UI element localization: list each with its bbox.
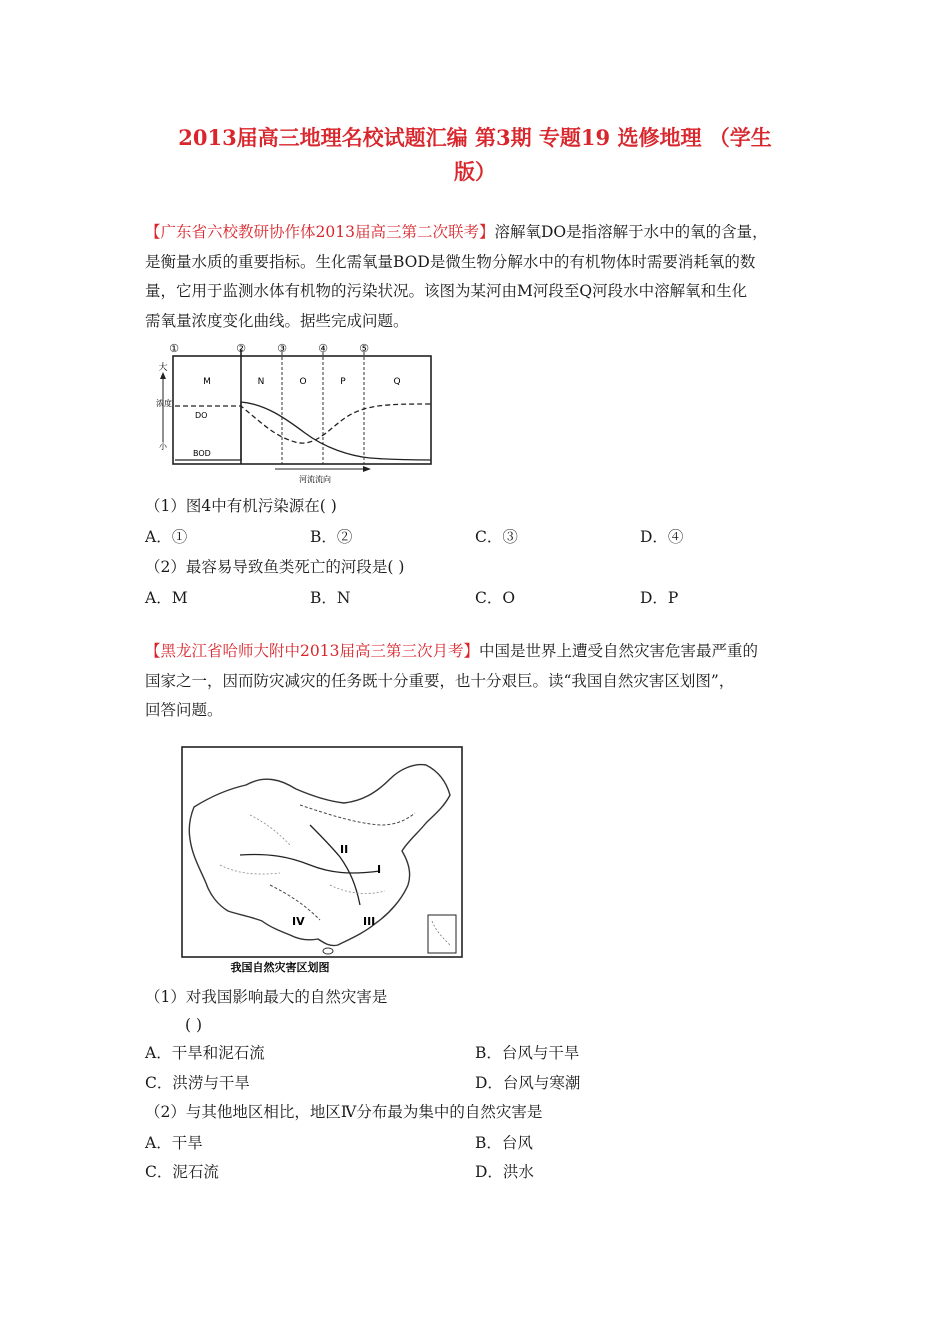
do-curve (175, 404, 431, 443)
region-label-II: II (340, 843, 349, 856)
page-title-line-1: 2013届高三地理名校试题汇编 第3期 专题19 选修地理 （学生 (178, 125, 772, 150)
section1-q2-option-b: B．N (310, 589, 351, 607)
section1-q2-stem: （2）最容易导致鱼类死亡的河段是( ) (145, 558, 405, 576)
section1-intro-line-3: 量，它用于监测水体有机物的污染状况。该图为某河由M河段至Q河段水中溶解氧和生化 (145, 282, 748, 300)
section2-q2-option-b: B．台风 (475, 1134, 533, 1152)
marker-5: ⑤ (359, 342, 369, 355)
segment-label-N: N (257, 377, 265, 387)
section1-intro-line-4: 需氧量浓度变化曲线。据些完成问题。 (145, 311, 409, 330)
figure-frame (173, 356, 431, 464)
section2-intro-line-3: 回答问题。 (145, 701, 223, 719)
section2-q2-option-a: A．干旱 (145, 1134, 203, 1152)
section1-q2-option-c: C．O (475, 589, 516, 607)
marker-4: ④ (318, 342, 328, 355)
region-label-III: III (363, 915, 376, 928)
segment-label-O: O (299, 377, 307, 387)
section1-q1-option-a: A．① (145, 528, 188, 546)
map-caption: 我国自然灾害区划图 (230, 961, 330, 974)
flow-arrow-head (363, 466, 371, 472)
section2-q2-option-d: D．洪水 (475, 1163, 534, 1181)
section2-q2-stem: （2）与其他地区相比，地区Ⅳ分布最为集中的自然灾害是 (145, 1103, 543, 1121)
section2-q1-option-d: D．台风与寒潮 (475, 1074, 581, 1092)
y-axis-bottom-label: 小 (159, 442, 167, 451)
page-title-line-2: 版） (454, 159, 496, 184)
china-hazard-map (180, 745, 465, 977)
y-axis-label: 浓度 (156, 399, 172, 408)
section1-q1-option-b: B．② (310, 528, 353, 546)
section1-intro-line-2: 是衡量水质的重要指标。生化需氧量BOD是微生物分解水中的有机物体时需要消耗氧的数 (145, 252, 756, 271)
section1-q1-stem: （1）图4中有机污染源在( ) (145, 497, 337, 515)
section1-intro (145, 218, 810, 336)
section2-intro-line-2: 国家之一，因而防灾减灾的任务既十分重要，也十分艰巨。读“我国自然灾害区划图”， (145, 671, 735, 690)
flow-label: 河流流向 (299, 475, 331, 484)
map-frame (182, 747, 462, 957)
marker-2: ② (236, 342, 246, 355)
section2-q1-blank: ( ) (185, 1016, 203, 1034)
section2-q2-option-c: C．泥石流 (145, 1163, 219, 1181)
section2-q1-option-c: C．洪涝与干旱 (145, 1074, 250, 1092)
section2-intro (145, 637, 810, 726)
bod-label: BOD (193, 449, 211, 458)
segment-label-Q: Q (393, 377, 401, 387)
section1-q1-option-c: C．③ (475, 528, 518, 546)
section1-q2-option-a: A．M (145, 589, 188, 607)
marker-3: ③ (277, 342, 287, 355)
section1-intro-line-1: 溶解氧DO是指溶解于水中的氧的含量， (494, 223, 768, 241)
segment-label-P: P (340, 377, 346, 387)
section2-q1-option-b: B．台风与干旱 (475, 1044, 580, 1062)
section2-q1-option-a: A．干旱和泥石流 (145, 1044, 265, 1062)
segment-label-M: M (203, 377, 211, 387)
bod-curve (175, 402, 431, 460)
region-label-IV: IV (292, 915, 305, 928)
section2-q1-stem: （1）对我国影响最大的自然灾害是 (145, 988, 388, 1006)
y-axis-arrow (160, 372, 166, 379)
section1-source: 【广东省六校教研协作体2013届高三第二次联考】 (145, 223, 495, 241)
section1-q1-option-d: D．④ (640, 528, 684, 546)
section2-source: 【黑龙江省哈师大附中2013届高三第三次月考】 (145, 642, 479, 660)
region-label-I: I (377, 863, 382, 876)
do-bod-figure (155, 338, 445, 488)
marker-1: ① (169, 342, 179, 355)
section2-intro-line-1: 中国是世界上遭受自然灾害危害最严重的 (478, 642, 758, 660)
do-label: DO (195, 411, 208, 420)
y-axis-top-label: 大 (158, 363, 168, 373)
section1-q2-option-d: D．P (640, 589, 679, 607)
